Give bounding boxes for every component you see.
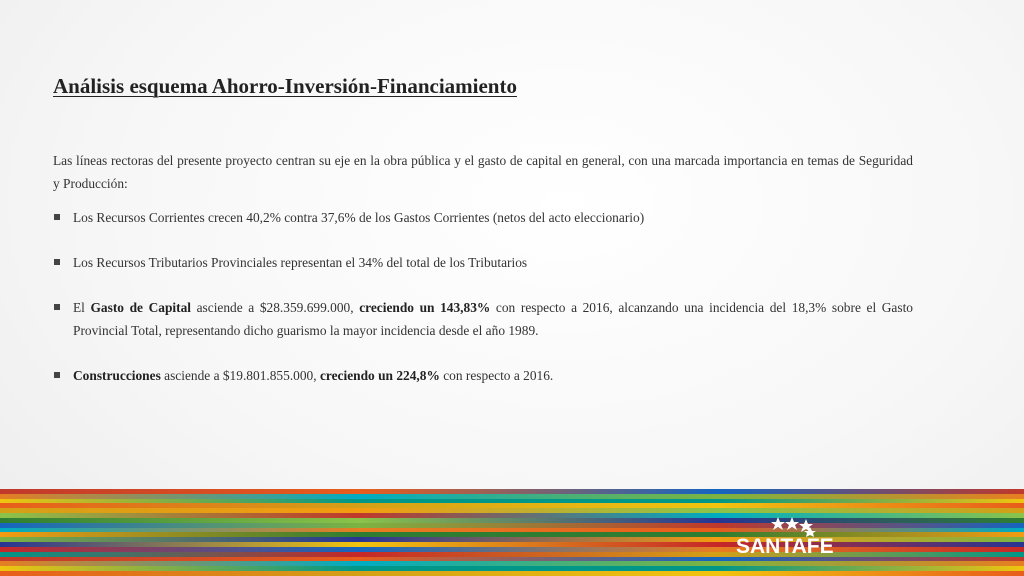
- bullet-text-bold: creciendo un 224,8%: [319, 368, 440, 383]
- bullet-item: [53, 251, 913, 274]
- bullet-text: Los Recursos Tributarios Provinciales representan el 34% del total de los Tributarios: [73, 255, 528, 270]
- bullet-item: [53, 296, 913, 342]
- decorative-stripes-band: [0, 489, 1024, 576]
- bullet-text-plain: asciende a $19.801.855.000,: [160, 368, 320, 383]
- intro-paragraph: Las líneas rectoras del presente proyecto centran su eje en la obra pública y el gasto de capital en general, con una marcada importancia en temas de Seguridad y Producción:: [53, 153, 913, 191]
- square-bullet-icon: [54, 259, 60, 265]
- slide-title: Análisis esquema Ahorro-Inversión-Financiamiento: [53, 74, 517, 98]
- bullet-text-plain: El: [73, 300, 91, 315]
- bullet-text-plain: con respecto a 2016, alcanzando una incidencia del 18,3% sobre el Gasto Provincial Total, representando dicho guarismo la mayor incidencia desde el año 1989.: [73, 300, 914, 338]
- bullet-text-bold: Gasto de Capital: [90, 300, 191, 315]
- bullet-text: Los Recursos Corrientes crecen 40,2% contra 37,6% de los Gastos Corrientes (netos del acto eleccionario): [73, 210, 645, 225]
- bullet-text-bold: creciendo un 143,83%: [359, 300, 491, 315]
- bullet-item: [53, 364, 913, 387]
- bullet-item: [53, 206, 913, 229]
- bullet-text-bold: Construcciones: [73, 368, 161, 383]
- bullet-text-plain: asciende a $28.359.699.000,: [191, 300, 360, 315]
- color-stripe: [0, 571, 1024, 576]
- square-bullet-icon: [54, 372, 60, 378]
- square-bullet-icon: [54, 214, 60, 220]
- square-bullet-icon: [54, 304, 60, 310]
- santafe-logo-text: SANTAFE: [736, 535, 834, 558]
- slide-content: [53, 149, 913, 409]
- bullet-list: [53, 206, 913, 387]
- bullet-text-plain: con respecto a 2016.: [439, 368, 554, 383]
